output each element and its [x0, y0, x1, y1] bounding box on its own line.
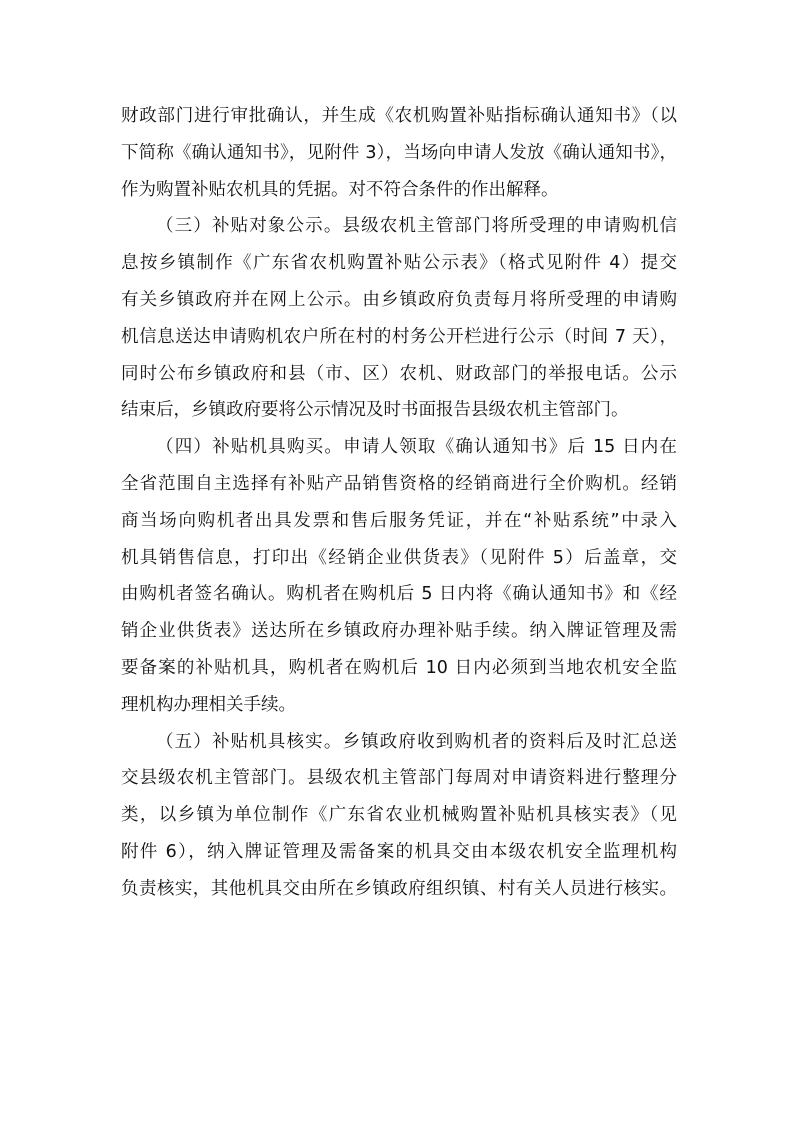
text-line: 机具销售信息，打印出《经销企业供货表》（见附件 5）后盖章，交: [121, 547, 677, 568]
paragraph-subsidy-publicity: [121, 208, 677, 429]
text-line: （四）补贴机具购买。申请人领取《确认通知书》后 15 日内在: [156, 437, 677, 458]
text-line: 财政部门进行审批确认，并生成《农机购置补贴指标确认通知书》（以: [121, 106, 677, 126]
document-body: [121, 98, 677, 908]
text-line: 商当场向购机者出具发票和售后服务凭证，并在“补贴系统”中录入: [121, 510, 677, 531]
text-line: 附件 6），纳入牌证管理及需备案的机具交由本级农机安全监理机构: [121, 841, 677, 862]
text-line: （三）补贴对象公示。县级农机主管部门将所受理的申请购机信: [156, 216, 677, 237]
paragraph-approval-continuation: [121, 98, 677, 208]
text-line: 下简称《确认通知书》，见附件 3），当场向申请人发放《确认通知书》，: [121, 142, 677, 163]
text-line: 机信息送达申请购机农户所在村的村务公开栏进行公示（时间 7 天），: [121, 326, 677, 347]
text-line: 类，以乡镇为单位制作《广东省农业机械购置补贴机具核实表》（见: [121, 805, 677, 826]
text-line: 息按乡镇制作《广东省农机购置补贴公示表》（格式见附件 4）提交: [121, 253, 677, 274]
paragraph-machine-purchase: [121, 429, 677, 723]
text-line: 由购机者签名确认。购机者在购机后 5 日内将《确认通知书》和《经: [121, 584, 677, 605]
text-line: 有关乡镇政府并在网上公示。由乡镇政府负责每月将所受理的申请购: [121, 289, 677, 310]
text-line: 同时公布乡镇政府和县（市、区）农机、财政部门的举报电话。公示: [121, 363, 677, 384]
text-line: 销企业供货表》送达所在乡镇政府办理补贴手续。纳入牌证管理及需: [121, 621, 677, 642]
text-line: 负责核实，其他机具交由所在乡镇政府组织镇、村有关人员进行核实。: [121, 878, 677, 899]
text-line: 交县级农机主管部门。县级农机主管部门每周对申请资料进行整理分: [121, 768, 677, 789]
paragraph-machine-verification: [121, 724, 677, 908]
text-line: 结束后，乡镇政府要将公示情况及时书面报告县级农机主管部门。: [121, 400, 629, 421]
text-line: 作为购置补贴农机具的凭据。对不符合条件的作出解释。: [121, 179, 559, 200]
text-line: 要备案的补贴机具，购机者在购机后 10 日内必须到当地农机安全监: [121, 657, 677, 678]
text-line: 理机构办理相关手续。: [121, 694, 296, 715]
text-line: （五）补贴机具核实。乡镇政府收到购机者的资料后及时汇总送: [156, 731, 677, 752]
text-line: 全省范围自主选择有补贴产品销售资格的经销商进行全价购机。经销: [121, 473, 677, 494]
